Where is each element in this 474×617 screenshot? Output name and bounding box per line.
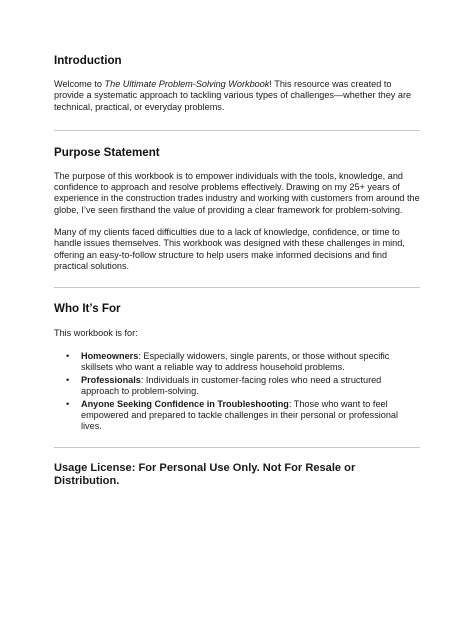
section-divider <box>54 130 420 131</box>
book-title: The Ultimate Problem-Solving Workbook <box>104 79 270 89</box>
list-item-description: : Individuals in customer-facing roles who need a structured approach to problem-solving. <box>81 374 382 396</box>
list-item-term: Professionals <box>81 374 141 385</box>
introduction-paragraph <box>54 79 420 113</box>
usage-license: Usage License: For Personal Use Only. Not For Resale or Distribution. <box>54 461 356 487</box>
bullet-icon: • <box>66 374 70 385</box>
document-page <box>54 54 420 488</box>
purpose-section <box>54 146 420 272</box>
list-item-description: : Those who want to feel empowered and prepared to tackle challenges in their personal or professional lives. <box>81 398 399 432</box>
list-item-anyone-seeking-confidence <box>54 399 420 433</box>
list-item-description: : Especially widowers, single parents, or those without specific skillsets who want a reliable way to address household problems. <box>81 350 390 372</box>
list-item-homeowners <box>54 351 420 374</box>
bullet-icon: • <box>66 398 70 409</box>
section-divider <box>54 447 420 448</box>
list-item-term: Anyone Seeking Confidence in Troubleshooting <box>81 398 289 409</box>
audience-list <box>54 351 420 433</box>
introduction-text-start: Welcome to <box>54 79 105 89</box>
bullet-icon: • <box>66 350 70 361</box>
who-its-for-intro: This workbook is for: <box>54 328 138 339</box>
section-divider <box>54 287 420 288</box>
who-its-for-heading: Who It’s For <box>54 302 121 316</box>
introduction-heading: Introduction <box>54 54 122 67</box>
purpose-paragraph-2: Many of my clients faced difficulties due to a lack of knowledge, confidence, or time to handle issues themselves. This workbook was designed with these challenges in mind, offering an easy-to-follow structure to help users make informed decisions and find practical solutions. <box>54 227 405 271</box>
purpose-paragraph-1: The purpose of this workbook is to empower individuals with the tools, knowledge, and confidence to approach and resolve problems effectively. Drawing on my 25+ years of experience in the construction trades industry and working with customers from around the globe, I’ve seen firsthand the value of providing a clear framework for problem-solving. <box>54 170 420 215</box>
introduction-section <box>54 54 420 113</box>
list-item-professionals <box>54 375 420 398</box>
list-item-term: Homeowners <box>81 350 139 361</box>
who-its-for-section <box>54 302 420 432</box>
introduction-text-end: ! This resource was created to provide a systematic approach to tackling various types of challenges—whether they are technical, practical, or everyday problems. <box>54 79 412 112</box>
purpose-heading: Purpose Statement <box>54 145 160 159</box>
